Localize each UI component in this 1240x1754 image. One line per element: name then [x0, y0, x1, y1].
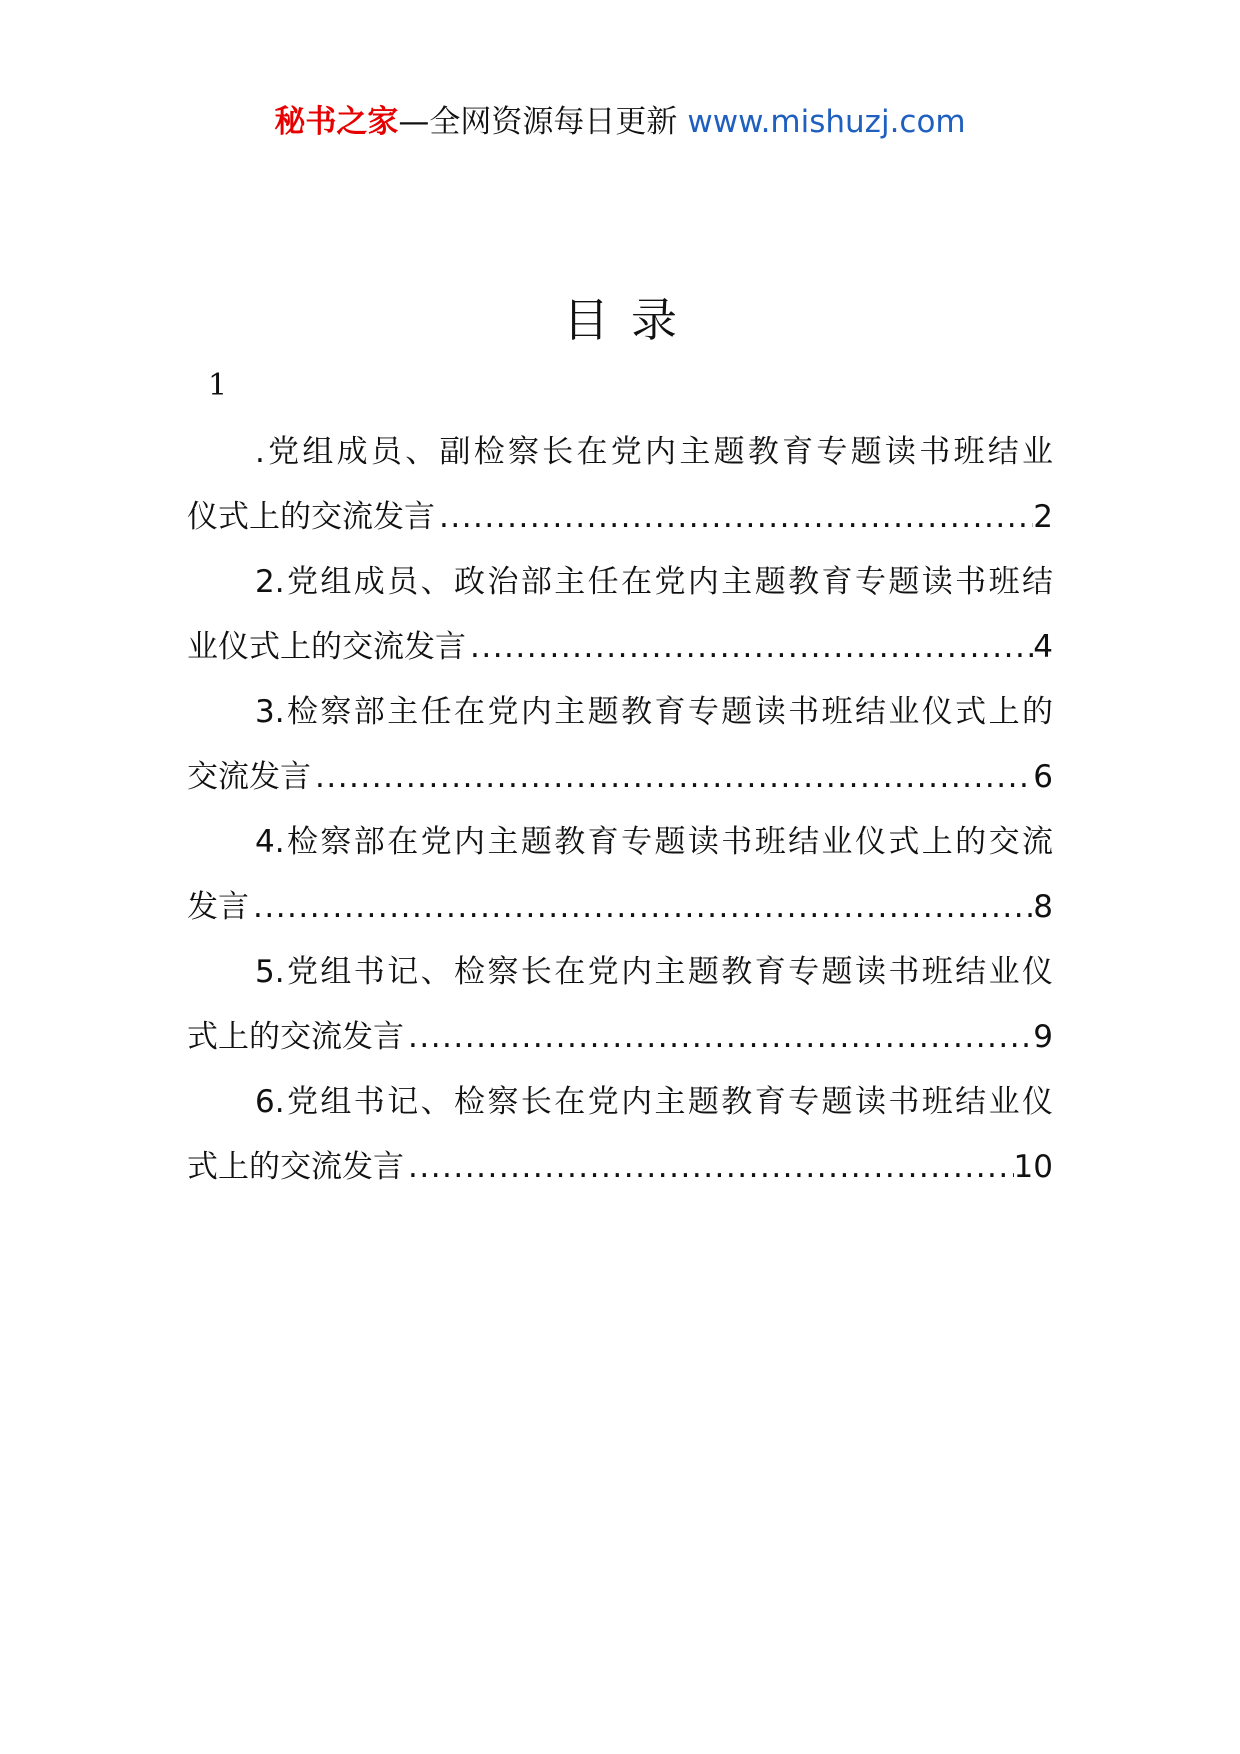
brand-name: 秘书之家 [274, 104, 399, 140]
toc-entry-continuation [187, 875, 1053, 940]
toc-page-number: 10 [1013, 1149, 1053, 1185]
toc-entry-title: 2.党组成员、政治部主任在党内主题教育专题读书班结 [255, 564, 1053, 600]
toc-entry-title-end: 式上的交流发言 [187, 1019, 404, 1055]
table-of-contents [187, 420, 1053, 1200]
toc-entry-6[interactable] [187, 1070, 1053, 1200]
site-url: www.mishuzj.com [687, 104, 966, 140]
toc-entry-2[interactable] [187, 550, 1053, 680]
toc-entry-4[interactable] [187, 810, 1053, 940]
toc-entry-title: 6.党组书记、检察长在党内主题教育专题读书班结业仪 [255, 1084, 1053, 1120]
toc-entry-title: 3.检察部主任在党内主题教育专题读书班结业仪式上的 [255, 694, 1053, 730]
toc-entry-title-end: 业仪式上的交流发言 [187, 629, 466, 665]
stray-number: 1 [208, 368, 228, 403]
toc-entry-3[interactable] [187, 680, 1053, 810]
toc-page-number: 9 [1033, 1019, 1053, 1055]
toc-entry-continuation [187, 615, 1053, 680]
page-header [0, 102, 1240, 142]
toc-entry-continuation [187, 485, 1053, 550]
toc-entry-title-end: 式上的交流发言 [187, 1149, 404, 1185]
toc-leader-dots [404, 1135, 1014, 1200]
toc-entry-title-end: 仪式上的交流发言 [187, 499, 435, 535]
toc-entry-title-end: 发言 [187, 889, 249, 925]
toc-entry-title: .党组成员、副检察长在党内主题教育专题读书班结业 [255, 434, 1053, 470]
toc-leader-dots [311, 745, 1033, 810]
toc-leader-dots [435, 485, 1033, 550]
toc-leader-dots [466, 615, 1033, 680]
toc-entry-1[interactable] [187, 420, 1053, 550]
toc-entry-continuation [187, 745, 1053, 810]
toc-entry-title: 5.党组书记、检察长在党内主题教育专题读书班结业仪 [255, 954, 1053, 990]
toc-entry-5[interactable] [187, 940, 1053, 1070]
toc-entry-title: 4.检察部在党内主题教育专题读书班结业仪式上的交流 [255, 824, 1053, 860]
toc-entry-title-end: 交流发言 [187, 759, 311, 795]
toc-leader-dots [404, 1005, 1033, 1070]
toc-entry-continuation [187, 1005, 1053, 1070]
toc-page-number: 6 [1033, 759, 1053, 795]
header-tagline: —全网资源每日更新 [398, 104, 678, 140]
toc-page-number: 2 [1033, 499, 1053, 535]
toc-leader-dots [249, 875, 1033, 940]
toc-entry-continuation [187, 1135, 1053, 1200]
page-title: 目录 [563, 293, 699, 347]
toc-page-number: 8 [1033, 889, 1053, 925]
toc-page-number: 4 [1033, 629, 1053, 665]
